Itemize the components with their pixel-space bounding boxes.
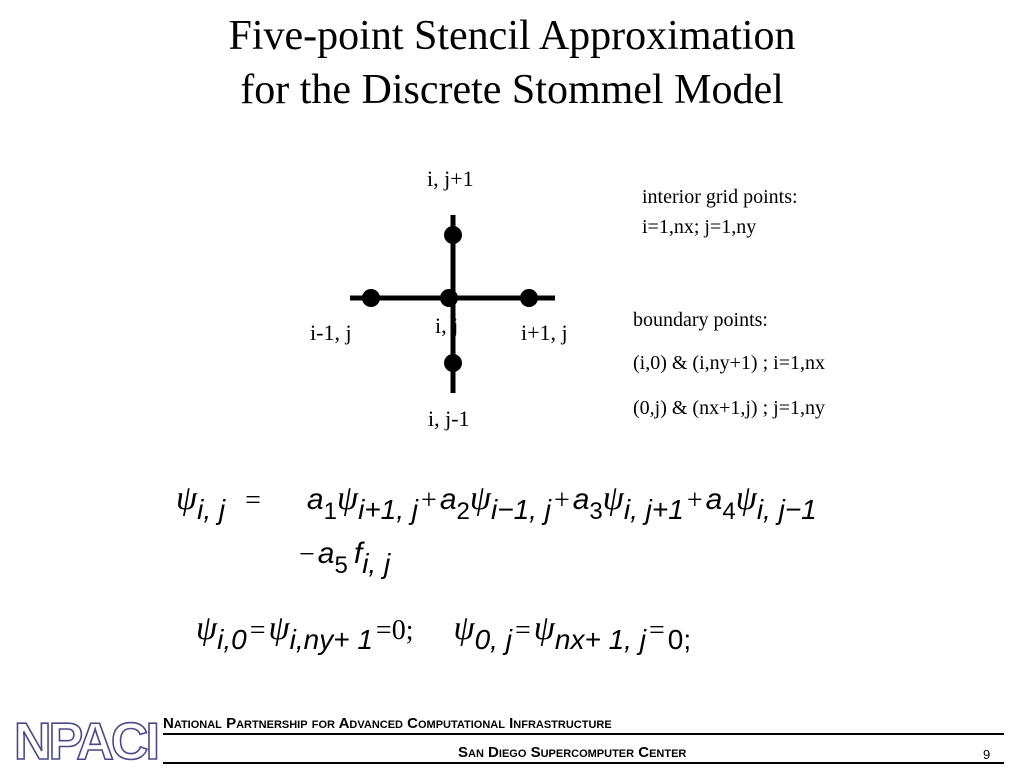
interior-points-heading: interior grid points: <box>642 186 798 208</box>
boundary-points-row-i: (0,j) & (nx+1,j) ; j=1,ny <box>633 397 825 419</box>
equals-zero: =0; <box>375 615 414 646</box>
boundary-points-heading: boundary points: <box>633 309 768 331</box>
psi-symbol: ψ <box>268 610 290 647</box>
label-left-node: i-1, j <box>310 320 352 345</box>
coef-a5-sub: 5 <box>334 552 348 579</box>
stencil-diagram <box>340 215 570 395</box>
coef-a4-sub: 4 <box>722 498 736 525</box>
footer-rule-top <box>163 733 1004 735</box>
term2-subscript: i−1, j <box>491 494 551 525</box>
forcing-f: f <box>353 537 363 570</box>
term3-subscript: i, j+1 <box>623 494 684 525</box>
equals-sign: = <box>514 615 531 646</box>
bc4-subscript: nx+ 1, j <box>554 624 646 655</box>
coef-a3: a <box>572 483 590 516</box>
psi-symbol: ψ <box>469 480 491 517</box>
psi-symbol: ψ <box>176 480 198 517</box>
coef-a4: a <box>705 483 723 516</box>
term5-subscript: i, j <box>362 548 391 579</box>
label-bottom-node: i, j-1 <box>428 406 470 431</box>
coef-a2-sub: 2 <box>456 498 470 525</box>
psi-symbol: ψ <box>336 480 359 517</box>
lhs-subscript: i, j <box>197 494 226 525</box>
equation-stencil-source-term <box>296 537 390 580</box>
bc2-subscript: i,ny+ 1 <box>289 624 373 655</box>
interior-points-range: i=1,nx; j=1,ny <box>642 216 757 238</box>
equation-stencil <box>176 480 817 526</box>
psi-symbol: ψ <box>196 610 218 647</box>
psi-symbol: ψ <box>602 480 624 517</box>
equals-sign: = <box>648 615 665 646</box>
equation-boundary-conditions <box>196 610 691 656</box>
zero-value: 0; <box>667 624 692 655</box>
stencil-node-center <box>440 289 458 307</box>
term1-subscript: i+1, j <box>358 494 419 525</box>
stencil-node-left <box>362 289 380 307</box>
stencil-node-right <box>520 289 538 307</box>
equals-sign: = <box>245 485 261 516</box>
label-center-node: i, j <box>435 313 459 338</box>
psi-symbol: ψ <box>453 610 475 647</box>
stencil-node-bottom <box>444 354 462 372</box>
coef-a5: a <box>317 537 335 570</box>
plus-sign: + <box>553 485 570 516</box>
page-number: 9 <box>983 747 991 762</box>
minus-sign: − <box>299 539 315 570</box>
coef-a1: a <box>306 483 324 516</box>
coef-a2: a <box>439 483 457 516</box>
label-top-node: i, j+1 <box>427 166 474 191</box>
slide-title-line2: for the Discrete Stommel Model <box>240 67 784 113</box>
equals-sign: = <box>249 615 266 646</box>
plus-sign: + <box>421 485 437 516</box>
slide-title-line1: Five-point Stencil Approximation <box>228 13 796 59</box>
bc3-subscript: 0, j <box>474 624 512 655</box>
psi-symbol: ψ <box>735 480 757 517</box>
term4-subscript: i, j−1 <box>756 494 817 525</box>
npaci-logo <box>14 711 162 765</box>
svg-text:NPACI: NPACI <box>14 713 157 765</box>
stencil-node-top <box>444 226 462 244</box>
footer-partnership-name: National Partnership for Advanced Computational Infrastructure <box>163 715 612 732</box>
label-right-node: i+1, j <box>521 320 568 345</box>
coef-a1-sub: 1 <box>323 498 337 525</box>
boundary-points-row-j: (i,0) & (i,ny+1) ; i=1,nx <box>633 352 825 374</box>
footer-rule-bottom <box>163 762 1004 764</box>
footer-center-name: San Diego Supercomputer Center <box>458 744 687 761</box>
psi-symbol: ψ <box>533 610 555 647</box>
coef-a3-sub: 3 <box>589 498 603 525</box>
bc1-subscript: i,0 <box>217 624 247 655</box>
plus-sign: + <box>686 485 703 516</box>
